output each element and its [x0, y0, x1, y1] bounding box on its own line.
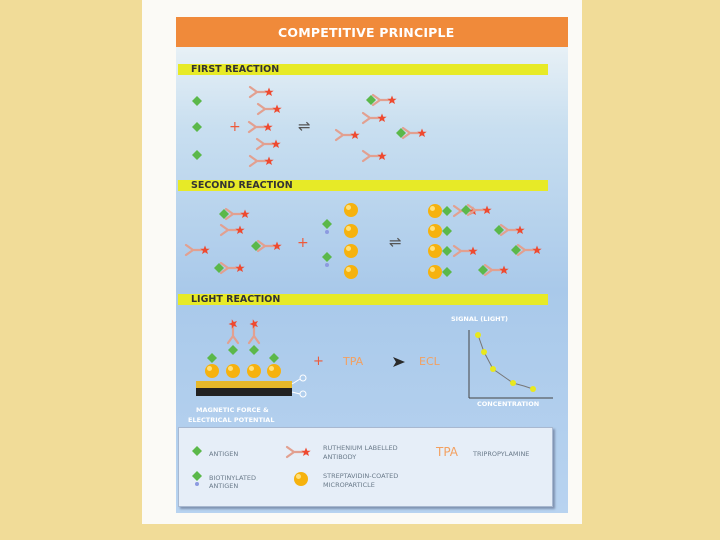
legend-biotinylated-1: BIOTINYLATED — [209, 474, 257, 482]
ecl-text: ECL — [419, 355, 440, 368]
legend-biotinylated-icon — [192, 471, 202, 486]
light-reaction-label: LIGHT REACTION — [191, 294, 281, 305]
graph-ylabel: SIGNAL (LIGHT) — [451, 315, 509, 323]
first-reaction-illustration — [192, 87, 427, 166]
legend-streptavidin-2: MICROPARTICLE — [323, 481, 375, 489]
light-reaction-illustration — [196, 319, 553, 398]
legend-ruthenium-2: ANTIBODY — [323, 453, 357, 461]
second-reaction-illustration — [186, 203, 542, 279]
tpa-text: TPA — [343, 355, 364, 368]
legend-ruthenium-1: RUTHENIUM LABELLED — [323, 444, 398, 452]
first-reaction-label: FIRST REACTION — [191, 64, 280, 75]
second-reaction-label: SECOND REACTION — [191, 180, 293, 191]
legend-antibody-icon — [287, 447, 311, 457]
legend-microparticle-icon — [294, 472, 308, 486]
electrode-label-line2: ELECTRICAL POTENTIAL — [188, 416, 275, 424]
legend-tpa-abbr: TPA — [436, 445, 459, 459]
signal-concentration-graph — [469, 330, 553, 398]
legend-biotinylated-2: ANTIGEN — [209, 482, 239, 490]
svg-text:⇌: ⇌ — [389, 233, 402, 251]
legend-tpa-name: TRIPROPYLAMINE — [473, 450, 530, 458]
legend-icons — [179, 428, 554, 508]
legend-antigen: ANTIGEN — [209, 450, 239, 458]
legend-box — [178, 427, 553, 507]
legend-streptavidin-1: STREPTAVIDIN-COATED — [323, 472, 399, 480]
svg-text:+: + — [313, 354, 324, 369]
svg-text:+: + — [229, 119, 241, 135]
legend-antigen-icon — [192, 446, 202, 456]
diagram-title: COMPETITIVE PRINCIPLE — [278, 25, 455, 40]
svg-text:+: + — [297, 235, 309, 251]
graph-xlabel: CONCENTRATION — [477, 400, 540, 408]
svg-text:⇌: ⇌ — [298, 117, 311, 135]
electrode-label-line1: MAGNETIC FORCE & — [196, 406, 269, 414]
